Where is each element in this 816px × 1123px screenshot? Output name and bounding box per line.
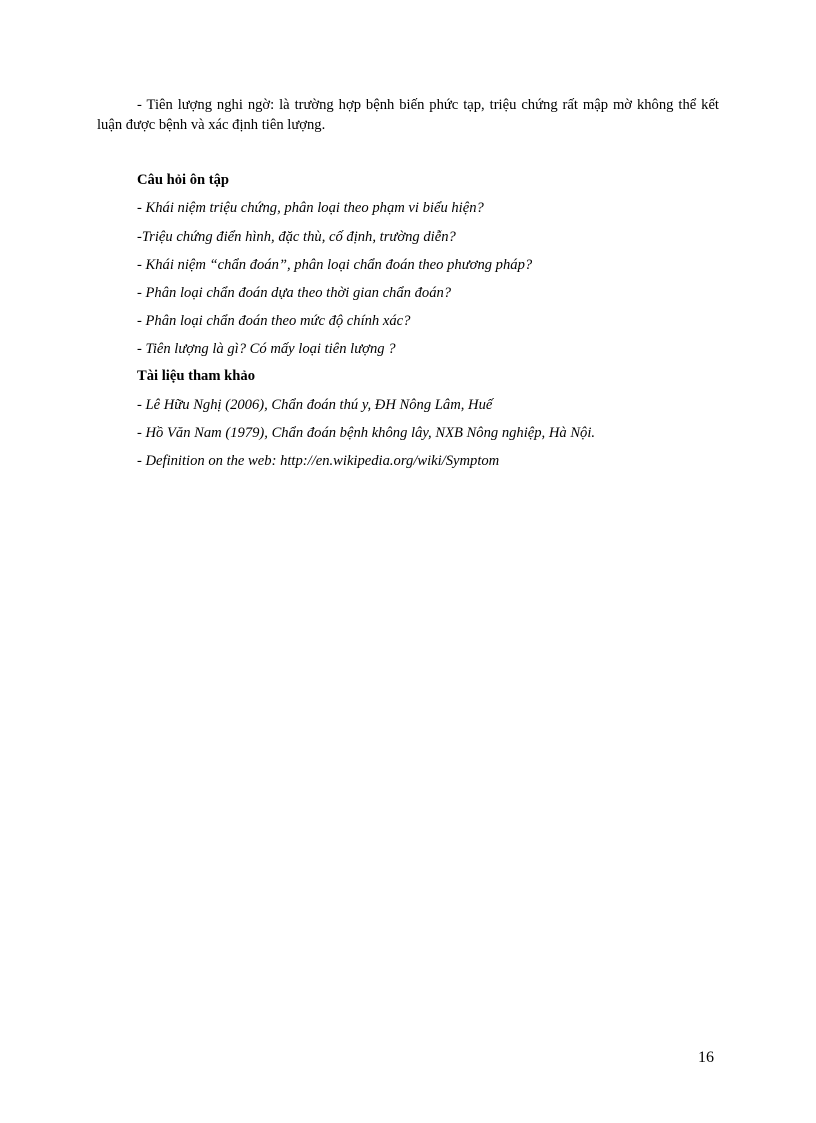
review-question (137, 339, 737, 359)
review-question-1: - Khái niệm triệu chứng, phân loại theo phạm vi biểu hiện? (137, 200, 484, 216)
reference-3: - Definition on the web: http://en.wikipedia.org/wiki/Symptom (137, 453, 500, 469)
references-section (137, 366, 737, 386)
review-question-3: - Khái niệm “chẩn đoán”, phân loại chẩn đoán theo phương pháp? (137, 257, 533, 273)
reference-2: - Hồ Văn Nam (1979), Chẩn đoán bệnh không lây, NXB Nông nghiệp, Hà Nội. (137, 425, 596, 441)
prognosis-paragraph: - Tiên lượng nghi ngờ: là trường hợp bệnh biến phức tạp, triệu chứng rất mập mờ không thể kết luận được bệnh và xác định tiên lượng. (97, 97, 719, 133)
reference-item (137, 423, 737, 443)
review-question (137, 198, 737, 218)
page-number: 16 (698, 1049, 714, 1066)
review-question-4: - Phân loại chẩn đoán dựa theo thời gian chẩn đoán? (137, 285, 452, 301)
review-section (137, 170, 737, 190)
review-question-2: -Triệu chứng điển hình, đặc thù, cố định, trường diễn? (137, 229, 456, 245)
review-question (137, 255, 737, 275)
reference-item (137, 395, 737, 415)
review-question (137, 283, 737, 303)
reference-1: - Lê Hữu Nghị (2006), Chẩn đoán thú y, ĐH Nông Lâm, Huế (137, 397, 493, 413)
review-heading: Câu hỏi ôn tập (137, 172, 230, 188)
references-heading: Tài liệu tham khảo (137, 368, 255, 384)
review-question (137, 311, 737, 331)
reference-item (137, 451, 737, 471)
review-question (137, 227, 737, 247)
review-question-6: - Tiên lượng là gì? Có mấy loại tiên lượng ? (137, 341, 396, 357)
review-question-5: - Phân loại chẩn đoán theo mức độ chính xác? (137, 313, 411, 329)
